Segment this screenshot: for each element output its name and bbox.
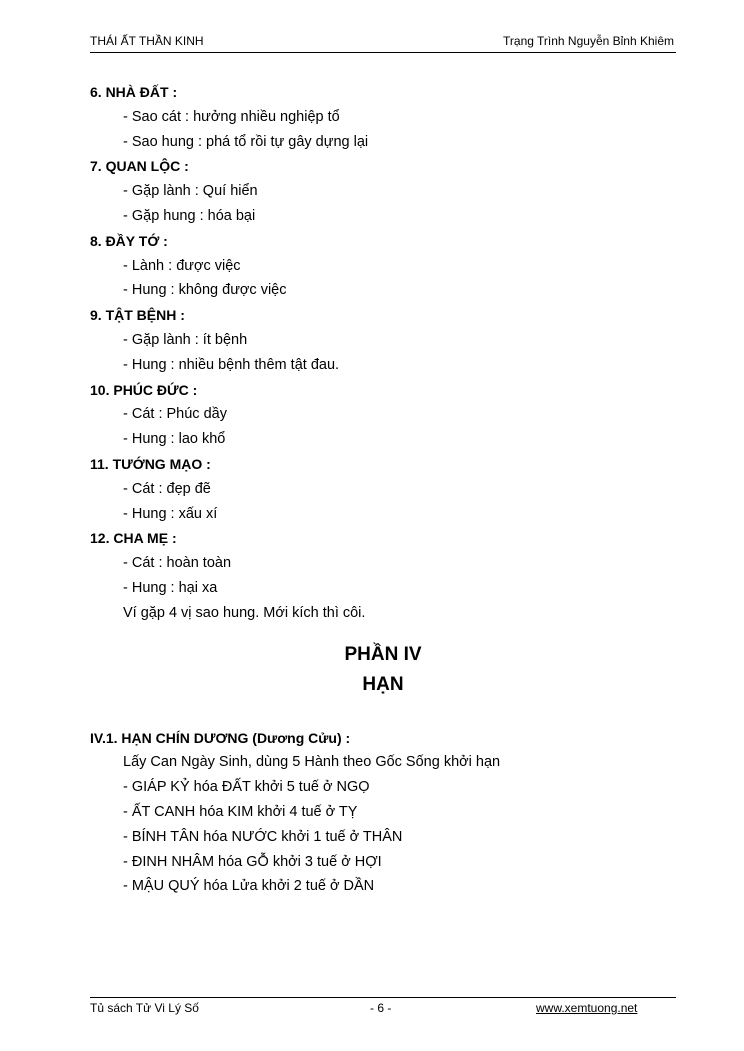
list-item: - ẤT CANH hóa KIM khởi 4 tuế ở TỴ (123, 803, 358, 820)
part-subtitle: HẠN (362, 673, 404, 695)
section-title: 11. TƯỚNG MẠO : (90, 455, 211, 472)
page-number: - 6 - (370, 1001, 392, 1015)
section-title: 7. QUAN LỘC : (90, 158, 189, 175)
header-author: Trạng Trình Nguyễn Bỉnh Khiêm (503, 34, 674, 48)
page-content (90, 80, 676, 899)
section-title: 6. NHÀ ĐẤT : (90, 84, 178, 100)
footer-book-series: Tủ sách Tử Vi Lý Số (90, 1001, 199, 1015)
list-item: - Gặp lành : Quí hiển (123, 183, 258, 200)
page-header (90, 32, 676, 53)
list-item: Ví gặp 4 vị sao hung. Mới kích thì côi. (123, 604, 366, 621)
list-item: - Cát : đẹp đẽ (123, 480, 211, 497)
list-item: - Hung : lao khổ (123, 431, 226, 448)
part-heading (90, 640, 676, 700)
list-item: - Hung : xấu xí (123, 505, 218, 522)
section-title: 8. ĐẦY TỚ : (90, 232, 168, 249)
list-item: - Hung : nhiều bệnh thêm tật đau. (123, 356, 340, 373)
list-item: - Gặp lành : ít bệnh (123, 331, 248, 348)
page-footer (90, 997, 676, 1020)
list-item: - Cát : Phúc dầy (123, 406, 227, 423)
list-item: - Sao cát : hưởng nhiều nghiệp tổ (123, 108, 340, 125)
list-item: - Sao hung : phá tổ rồi tự gây dựng lại (123, 133, 369, 150)
list-item: - Gặp hung : hóa bại (123, 207, 256, 224)
part-title: PHẦN IV (344, 643, 422, 665)
list-item: - GIÁP KỶ hóa ĐẤT khởi 5 tuế ở NGỌ (123, 779, 370, 796)
list-item: Lấy Can Ngày Sinh, dùng 5 Hành theo Gốc Sống khởi hạn (123, 754, 501, 771)
list-item: - BÍNH TÂN hóa NƯỚC khởi 1 tuế ở THÂN (123, 828, 403, 845)
list-item: - Hung : không được việc (123, 282, 287, 299)
section-title: 12. CHA MẸ : (90, 530, 177, 547)
website-link[interactable]: www.xemtuong.net (536, 1001, 638, 1015)
section-title: 9. TẬT BỆNH : (90, 307, 185, 324)
section-title: 10. PHÚC ĐỨC : (90, 381, 198, 398)
list-item: - Lành : được việc (123, 257, 241, 274)
header-title: THÁI ẤT THẦN KINH (90, 34, 204, 48)
list-item: - Hung : hại xa (123, 579, 218, 596)
list-item: - Cát : hoàn toàn (123, 555, 232, 572)
limit-section (90, 726, 676, 900)
section-title: IV.1. HẠN CHÍN DƯƠNG (Dương Cửu) : (90, 729, 351, 746)
list-item: - MẬU QUÝ hóa Lửa khởi 2 tuế ở DẦN (123, 878, 375, 895)
list-item: - ĐINH NHÂM hóa GỖ khởi 3 tuế ở HỢI (123, 853, 382, 870)
